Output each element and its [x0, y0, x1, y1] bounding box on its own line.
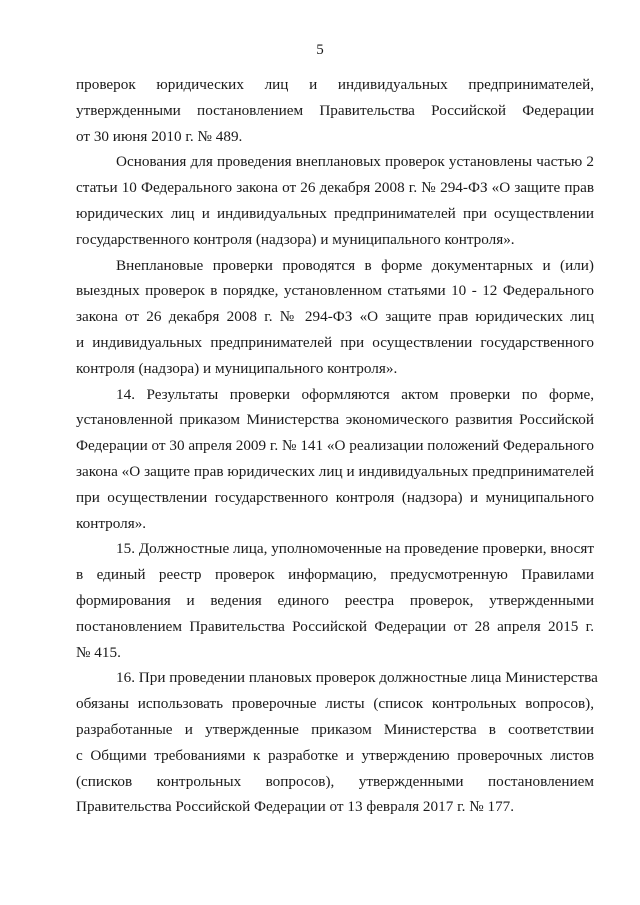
text-line: 15. Должностные лица, уполномоченные на проведение проверки, вносят	[116, 540, 594, 558]
text-line: формирования и ведения единого реестра проверок, утвержденными	[76, 591, 594, 609]
text-line: при осуществлении государственного контроля (надзора) и муниципального	[76, 488, 594, 506]
text-line: с Общими требованиями к разработке и утверждению проверочных листов	[76, 746, 594, 764]
text-line: разработанные и утвержденные приказом Министерства в соответствии	[76, 720, 594, 738]
text-line: Правительства Российской Федерации от 13 февраля 2017 г. № 177.	[76, 798, 515, 816]
paragraph	[76, 382, 594, 537]
text-line: выездных проверок в порядке, установленном статьями 10 - 12 Федерального	[76, 282, 594, 300]
text-line: и индивидуальных предпринимателей при осуществлении государственного	[76, 333, 594, 351]
text-line: статьи 10 Федерального закона от 26 декабря 2008 г. № 294-ФЗ «О защите прав	[76, 179, 594, 197]
page-number: 5	[316, 42, 324, 58]
text-line: проверок юридических лиц и индивидуальных предпринимателей,	[76, 76, 594, 93]
text-line: 14. Результаты проверки оформляются актом проверки по форме,	[116, 385, 594, 403]
text-line: № 415.	[76, 643, 121, 661]
text-line: 16. При проведении плановых проверок должностные лица Министерства	[116, 669, 598, 687]
paragraph	[76, 72, 594, 149]
text-line: установленной приказом Министерства экономического развития Российской	[76, 411, 594, 429]
text-line: в единый реестр проверок информацию, предусмотренную Правилами	[76, 566, 594, 584]
text-line: (списков контрольных вопросов), утвержденными постановлением	[76, 772, 594, 790]
text-line: Внеплановые проверки проводятся в форме документарных и (или)	[116, 256, 594, 274]
text-line: контроля».	[76, 514, 147, 532]
text-line: государственного контроля (надзора) и муниципального контроля».	[76, 230, 515, 248]
text-line: утвержденными постановлением Правительства Российской Федерации	[76, 101, 594, 119]
paragraph	[76, 536, 594, 665]
text-line: обязаны использовать проверочные листы (список контрольных вопросов),	[76, 695, 594, 713]
text-line: Федерации от 30 апреля 2009 г. № 141 «О реализации положений Федерального	[76, 437, 594, 455]
text-line: Основания для проведения внеплановых проверок установлены частью 2	[116, 153, 594, 171]
text-line: от 30 июня 2010 г. № 489.	[76, 127, 243, 145]
paragraph	[76, 665, 598, 820]
text-line: закона «О защите прав юридических лиц и индивидуальных предпринимателей	[76, 462, 594, 480]
text-line: юридических лиц и индивидуальных предпринимателей при осуществлении	[76, 204, 594, 222]
text-line: постановлением Правительства Российской Федерации от 28 апреля 2015 г.	[76, 617, 594, 635]
document-body	[76, 72, 598, 820]
paragraph	[76, 253, 594, 382]
text-line: закона от 26 декабря 2008 г. № 294-ФЗ «О защите прав юридических лиц	[76, 308, 594, 326]
text-line: контроля (надзора) и муниципального контроля».	[76, 359, 398, 377]
paragraph	[76, 149, 594, 252]
